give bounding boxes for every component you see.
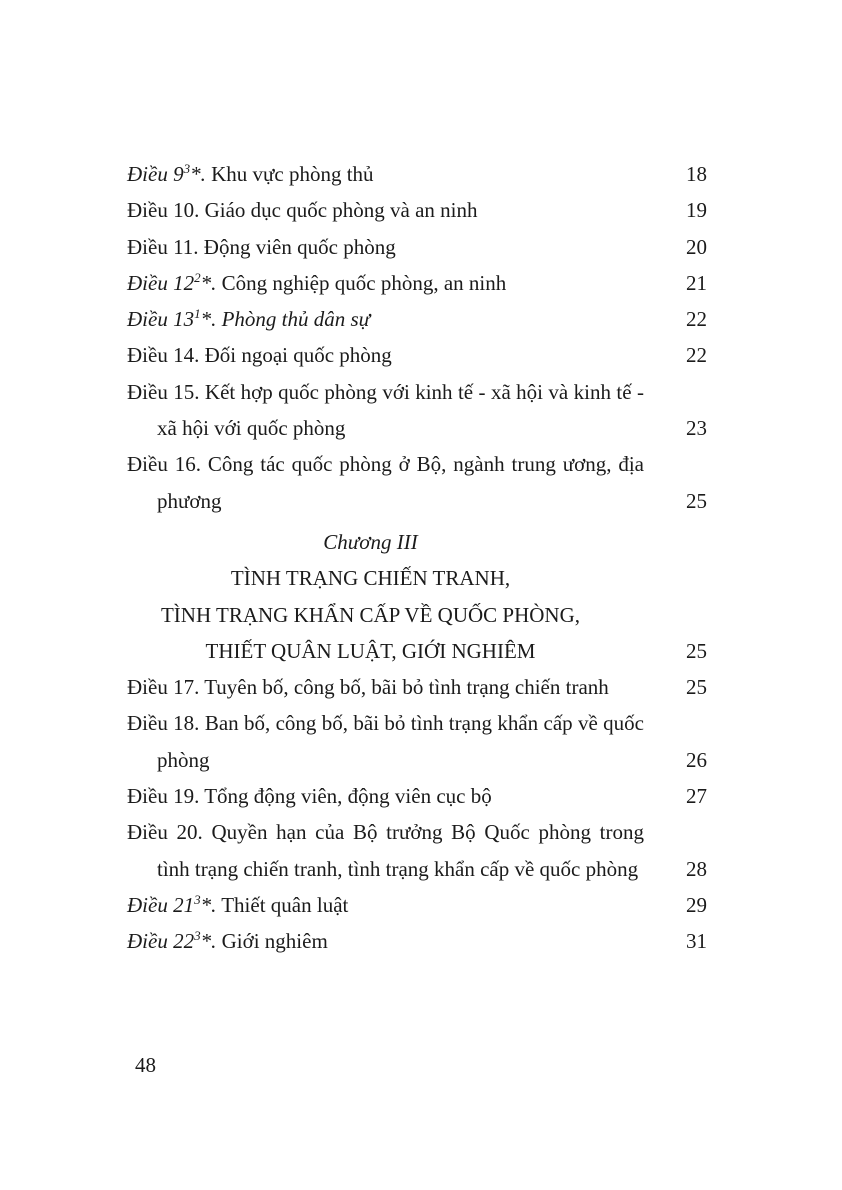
entry-label: Điều 15. bbox=[127, 379, 200, 404]
entry-superscript: 3 bbox=[183, 161, 191, 176]
toc-list bbox=[127, 156, 707, 960]
chapter-heading-text bbox=[127, 524, 614, 669]
toc-entry bbox=[127, 156, 707, 192]
chapter-page-number: 25 bbox=[686, 638, 707, 663]
entry-title: Tổng động viên, động viên cục bộ bbox=[204, 784, 492, 809]
entry-text bbox=[127, 778, 644, 814]
entry-title: Công nghiệp quốc phòng, an ninh bbox=[221, 270, 507, 295]
toc-entry bbox=[127, 705, 707, 778]
entry-page-number: 28 bbox=[686, 856, 707, 881]
entry-page-number: 22 bbox=[686, 307, 707, 332]
entry-page-number: 23 bbox=[686, 416, 707, 441]
toc-entry bbox=[127, 192, 707, 228]
entry-label: Điều 19. bbox=[127, 784, 200, 809]
entry-label: Điều 13 bbox=[127, 307, 195, 332]
entry-star: *. bbox=[200, 929, 217, 954]
entry-page-number: 25 bbox=[686, 488, 707, 513]
entry-label: Điều 12 bbox=[127, 270, 195, 295]
entry-page-number: 26 bbox=[686, 747, 707, 772]
toc-entry bbox=[127, 923, 707, 959]
entry-text bbox=[127, 374, 644, 447]
entry-label: Điều 21 bbox=[127, 892, 195, 917]
entry-title: Kết hợp quốc phòng với kinh tế - xã hội và kinh tế - xã hội với quốc phòng bbox=[157, 379, 644, 441]
entry-title: Giới nghiêm bbox=[221, 929, 328, 954]
chapter-heading bbox=[127, 524, 707, 669]
entry-label: Điều 9 bbox=[127, 162, 184, 186]
toc-entry bbox=[127, 814, 707, 887]
entry-text bbox=[127, 192, 644, 228]
toc-entry bbox=[127, 337, 707, 373]
chapter-title-line: THIẾT QUÂN LUẬT, GIỚI NGHIÊM bbox=[205, 638, 536, 663]
chapter-title-line: TÌNH TRẠNG KHẨN CẤP VỀ QUỐC PHÒNG, bbox=[160, 602, 581, 627]
entry-page-number: 22 bbox=[686, 343, 707, 368]
toc-entry bbox=[127, 778, 707, 814]
entry-superscript: 2 bbox=[194, 269, 201, 285]
entry-text bbox=[127, 265, 644, 301]
entry-text bbox=[127, 923, 644, 959]
entry-text bbox=[127, 301, 644, 337]
entry-title: Đối ngoại quốc phòng bbox=[204, 343, 392, 368]
entry-label: Điều 20. bbox=[127, 820, 203, 845]
entry-text bbox=[127, 669, 644, 705]
entry-text bbox=[127, 156, 644, 192]
entry-page-number: 31 bbox=[686, 929, 707, 954]
entry-page-number: 27 bbox=[686, 784, 707, 809]
chapter-kicker: Chương III bbox=[323, 529, 418, 554]
toc-entry bbox=[127, 265, 707, 301]
entry-superscript: 3 bbox=[194, 891, 201, 907]
entry-label: Điều 16. bbox=[127, 452, 201, 477]
entry-text bbox=[127, 446, 644, 519]
entry-text bbox=[127, 229, 644, 265]
entry-page-number: 25 bbox=[686, 675, 707, 700]
toc-entry bbox=[127, 229, 707, 265]
entry-title: Công tác quốc phòng ở Bộ, ngành trung ương, địa phương bbox=[157, 452, 644, 513]
toc-entry bbox=[127, 887, 707, 923]
entry-title: Thiết quân luật bbox=[221, 892, 349, 917]
entry-page-number: 21 bbox=[686, 270, 707, 295]
entry-label: Điều 18. bbox=[127, 711, 200, 736]
entry-title: Quyền hạn của Bộ trưởng Bộ Quốc phòng trong tình trạng chiến tranh, tình trạng khẩn cấp về quốc phòng bbox=[157, 820, 645, 881]
entry-superscript: 1 bbox=[194, 306, 201, 322]
entry-title: Giáo dục quốc phòng và an ninh bbox=[204, 198, 478, 223]
entry-title: Tuyên bố, công bố, bãi bỏ tình trạng chiến tranh bbox=[204, 675, 609, 700]
entry-text bbox=[127, 887, 644, 923]
toc-entry bbox=[127, 669, 707, 705]
entry-label: Điều 22 bbox=[127, 929, 195, 954]
toc-entry bbox=[127, 446, 707, 519]
entry-label: Điều 17. bbox=[127, 675, 200, 700]
entry-page-number: 18 bbox=[686, 162, 707, 186]
entry-title: Ban bố, công bố, bãi bỏ tình trạng khẩn cấp về quốc phòng bbox=[157, 711, 645, 772]
entry-text bbox=[127, 337, 644, 373]
entry-title: Động viên quốc phòng bbox=[203, 234, 396, 259]
entry-page-number: 19 bbox=[686, 198, 707, 223]
entry-label: Điều 10. bbox=[127, 198, 200, 223]
entry-text bbox=[127, 814, 644, 887]
chapter-title-line: TÌNH TRẠNG CHIẾN TRANH, bbox=[230, 566, 511, 591]
entry-label: Điều 14. bbox=[127, 343, 200, 368]
entry-star: *. bbox=[200, 892, 217, 917]
entry-superscript: 3 bbox=[194, 928, 201, 944]
toc-entry bbox=[127, 301, 707, 337]
toc-entry bbox=[127, 374, 707, 447]
entry-page-number: 29 bbox=[686, 892, 707, 917]
entry-title: Phòng thủ dân sự bbox=[221, 307, 371, 332]
entry-star: *. bbox=[200, 270, 217, 295]
entry-star: *. bbox=[200, 307, 217, 332]
entry-page-number: 20 bbox=[686, 234, 707, 259]
entry-star: *. bbox=[190, 162, 206, 186]
page-number-footer: 48 bbox=[135, 1053, 156, 1077]
entry-text bbox=[127, 705, 644, 778]
entry-title: Khu vực phòng thủ bbox=[211, 162, 374, 186]
entry-label: Điều 11. bbox=[127, 234, 199, 259]
